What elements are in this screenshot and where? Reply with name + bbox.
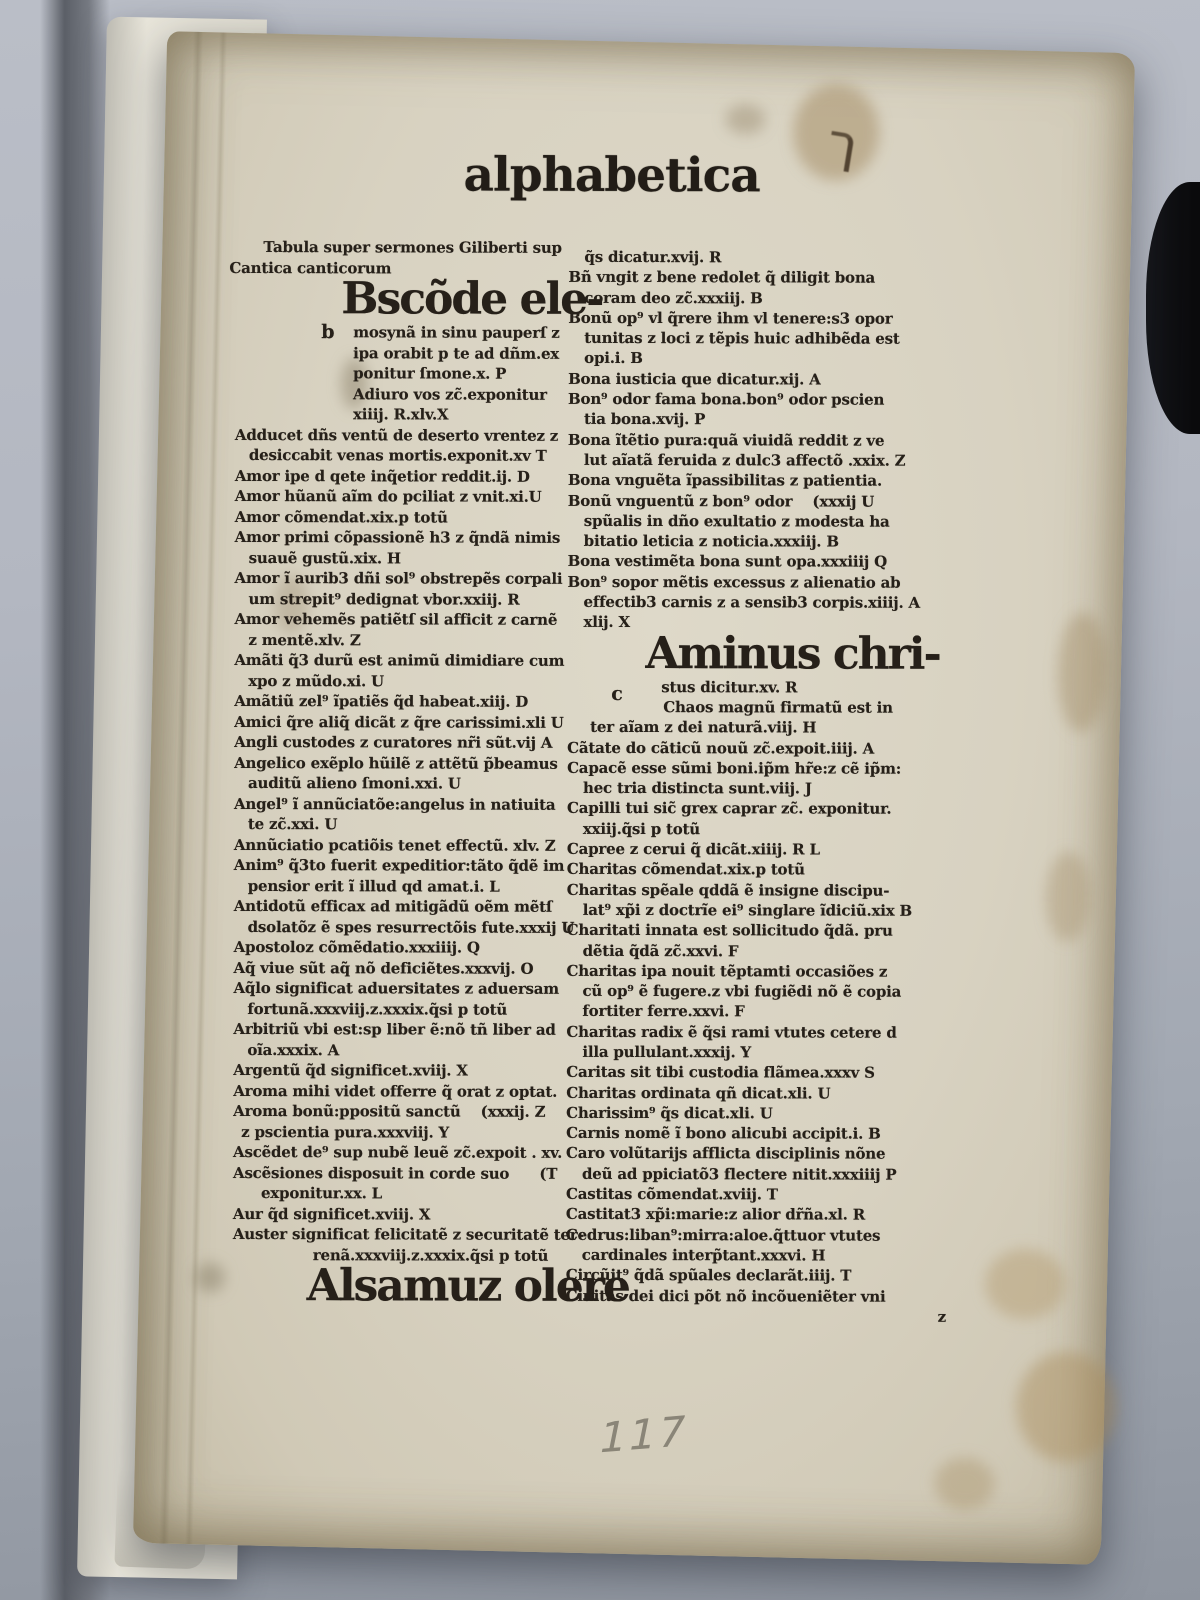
text-line: z mentẽ.xlv. Z <box>248 630 361 649</box>
text-line: Amor primi cõpassionẽ h3 z q̃ndã nimis <box>234 527 561 547</box>
text-line: te zc̃.xxi. U <box>247 814 338 834</box>
text-line: opi.i. B <box>584 349 643 368</box>
text-line: Amor cõmendat.xix.p totũ <box>234 507 448 527</box>
text-line: Charissim⁹ q̃s dicat.xli. U <box>566 1103 773 1123</box>
text-line: Bñ vngit z bene redolet q̃ diligit bona <box>568 268 876 287</box>
text-line: Auster significat felicitatẽ z securitatẽ ter- <box>232 1224 584 1244</box>
text-line: ipa orabit p te ad dñm.ex <box>353 343 560 363</box>
text-line: Angli custodes z curatores nr̃i sũt.vij A <box>234 732 553 752</box>
text-line: hec tria distincta sunt.viij. J <box>583 778 812 798</box>
text-line: Charitas spẽale qddã ẽ insigne discipu- <box>566 880 890 900</box>
text-line: z pscientia pura.xxxviij. Y <box>241 1122 450 1142</box>
text-line: Charitas radix ẽ q̃si rami vtutes cetere d <box>566 1022 897 1042</box>
guide-letter-left: b <box>321 321 335 344</box>
text-line: Bon⁹ odor fama bona.bon⁹ odor pscien <box>568 389 885 409</box>
text-line: Aur q̃d significet.xviij. X <box>232 1204 431 1223</box>
text-line: Amor vehemẽs patiẽtſ sil afficit z carnẽ <box>234 609 558 629</box>
text-line: Ascẽsiones disposuit in corde suo (T <box>232 1163 558 1183</box>
text-line: um strepit⁹ dedignat vbor.xxiij. R <box>248 589 520 609</box>
text-line: ter aĩam z dei naturã.viij. H <box>590 718 817 737</box>
text-line: xxiij.q̃si p totũ <box>582 819 701 838</box>
text-line: coram deo zc̃.xxxiij. B <box>584 288 763 307</box>
text-line: Amãtiũ zel⁹ ĩpatiẽs q̃d habeat.xiij. D <box>234 691 529 711</box>
text-line: Castitas cõmendat.xviij. T <box>565 1184 778 1204</box>
text-line: ponitur ſmone.x. P <box>353 364 507 383</box>
text-line: Charitas ipa nouit tẽptamti occasiões z <box>566 961 888 981</box>
text-line: Bon⁹ sopor mẽtis excessus z alienatio ab <box>567 572 901 592</box>
text-line: Cãtate do cãticũ nouũ zc̃.expoit.iiij. A <box>567 738 875 758</box>
text-line: Amãti q̃3 durũ est animũ dimidiare cum <box>234 650 565 670</box>
text-line: Apostoloz cõmẽdatio.xxxiiij. Q <box>233 937 480 957</box>
text-line: dsolatõz ẽ spes resurrectõis fute.xxxij U <box>247 917 575 937</box>
text-line: deũ ad ppiciatõ3 flectere nitit.xxxiiij P <box>581 1164 897 1184</box>
text-line: desiccabit venas mortis.exponit.xv T <box>248 445 547 465</box>
text-line: Argentũ q̃d significet.xviij. X <box>233 1060 468 1080</box>
text-line: Aq̃lo significat aduersitates z aduersam <box>233 978 559 998</box>
text-line: xlij. X <box>583 613 630 632</box>
text-line: Cantica canticorum <box>229 258 392 277</box>
large-initial-heading: Alsamuz olere <box>306 1260 630 1312</box>
page-title: alphabetica <box>463 147 760 204</box>
text-line: lut aĩatã feruida z dulc3 affectõ .xxix. Z <box>583 450 906 470</box>
text-line: cardinales interp̃tant.xxxvi. H <box>581 1245 826 1265</box>
text-line: Circũit⁹ q̃dã spũales declarãt.iiij. T <box>565 1266 852 1285</box>
text-line: Angelico exẽplo hũilẽ z attẽtũ p̃beamus <box>234 753 558 773</box>
printed-page <box>133 31 1135 1565</box>
text-line: Capacẽ esse sũmi boni.ip̃m hr̃e:z cẽ ip̃m: <box>567 758 902 778</box>
text-line: pensior erit ĩ illud qd amat.i. L <box>247 876 500 896</box>
text-line: Amor ipe d qete inq̃etior reddit.ij. D <box>234 466 530 486</box>
text-line: Cedrus:liban⁹:mirra:aloe.q̃ttuor vtutes <box>565 1225 881 1245</box>
dark-object-top-right <box>1146 182 1200 434</box>
text-line: mosynã in sinu pauperſ z <box>353 323 560 342</box>
handwritten-page-number: 117 <box>594 1406 693 1463</box>
text-line: Aroma mihi videt offerre q̃ orat z optat. <box>233 1081 558 1101</box>
text-line: Adiuro vos zc̃.exponitur <box>353 384 547 404</box>
text-line: Aq̃ viue sũt aq̃ nõ deficiẽtes.xxxvij. O <box>233 958 534 978</box>
text-line: tia bona.xvij. P <box>583 410 706 429</box>
text-line: Bona ĩtẽtio pura:quã viuidã reddit z ve <box>567 430 885 450</box>
text-line: dẽtia q̃dã zc̃.xxvi. F <box>582 941 739 960</box>
text-line: Caritas sit tibi custodia flãmea.xxxv S <box>566 1063 875 1082</box>
text-line: stus dicitur.xv. R <box>661 677 798 697</box>
text-line: Amor ĩ aurib3 dñi sol⁹ obstrepẽs corpali <box>234 568 563 588</box>
text-line: Carnis nomẽ ĩ bono alicubi accipit.i. B <box>566 1123 881 1143</box>
text-line: Bonũ vnguentũ z bon⁹ odor (xxxij U <box>567 491 875 511</box>
guide-letter-right: c <box>611 682 623 705</box>
print-area <box>148 41 1120 1556</box>
text-line: oĩa.xxxix. A <box>247 1040 340 1059</box>
text-line: effectib3 carnis z a sensib3 corpis.xiiij. A <box>583 592 920 612</box>
text-line: fortunã.xxxviij.z.xxxix.q̃si p totũ <box>247 999 508 1019</box>
text-line: Adducet dñs ventũ de deserto vrentez z <box>234 425 559 445</box>
text-line: Charitas ordinata qñ dicat.xli. U <box>566 1083 831 1103</box>
text-line: Chaos magnũ firmatũ est in <box>663 698 893 717</box>
text-line: illa pullulant.xxxij. Y <box>582 1042 752 1062</box>
text-line: Capree z cerui q̃ dicãt.xiiij. R L <box>566 839 820 859</box>
text-line: suauẽ gustũ.xix. H <box>248 548 401 567</box>
text-line: Amici q̃re aliq̃ dicãt z q̃re carissimi.xli U <box>234 712 564 732</box>
text-line: Bona vnguẽta ĩpassibilitas z patientia. <box>567 471 883 490</box>
right-text-column <box>565 247 946 1327</box>
text-line: Ascẽdet de⁹ sup nubẽ leuẽ zc̃.expoit . xv. <box>233 1142 563 1162</box>
text-line: spũalis in dño exultatio z modesta ha <box>583 511 890 531</box>
text-line: Bona iusticia que dicatur.xij. A <box>568 369 821 389</box>
text-line: tunitas z loci z tẽpis huic adhibẽda est <box>584 329 900 348</box>
text-line: xpo z mũdo.xi. U <box>248 671 384 690</box>
text-line: bitatio leticia z noticia.xxxiij. B <box>583 532 839 551</box>
text-line: Bona vestimẽta bona sunt opa.xxxiiij Q <box>567 552 888 572</box>
text-line: Antidotũ efficax ad mitigãdũ oẽm mẽtſ <box>233 896 553 916</box>
text-line: Angel⁹ ĩ annũciatõe:angelus in natiuita <box>233 794 556 814</box>
text-line: xiiij. R.xlv.X <box>352 405 449 424</box>
text-line: Bonũ op⁹ vl q̃rere ihm vl tenere:s3 opor <box>568 308 893 328</box>
text-line: lat⁹ xp̃i z doctrĩe ei⁹ singlare ĩdiciũ.xix B <box>582 900 913 920</box>
text-line: q̃s dicatur.xvij. R <box>584 247 722 267</box>
large-initial-heading: Aminus chri- <box>645 627 940 680</box>
text-line: Ciuitas dei dici põt nõ incõueniẽter vni <box>565 1286 886 1306</box>
text-line: fortiter ferre.xxvi. F <box>582 1002 745 1021</box>
text-line: Amor hũanũ aĩm do pciliat z vnit.xi.U <box>234 486 542 506</box>
text-line: cũ op⁹ ẽ fugere.z vbi fugiẽdi nõ ẽ copia <box>582 981 902 1001</box>
large-initial-heading: Bscõde ele- <box>341 273 603 325</box>
text-line: Anim⁹ q̃3to fuerit expeditior:tãto q̃dẽ im <box>233 855 565 875</box>
text-line: Charitati innata est sollicitudo q̃dã. pru <box>566 921 893 940</box>
text-line: Arbitriũ vbi est:sp liber ẽ:nõ tñ liber ad <box>233 1019 556 1039</box>
text-line: Castitat3 xp̃i:marie:z alior dr̃ña.xl. R <box>565 1205 866 1224</box>
text-line: exponitur.xx. L <box>260 1184 383 1203</box>
text-line: Capilli tui sic̃ grex caprar zc̃. exponitur. <box>566 799 892 819</box>
text-line: Caro volũtarijs afflicta disciplinis nõne <box>566 1144 886 1164</box>
text-line: Annũciatio pcatiõis tenet effectũ. xlv. Z <box>233 835 556 855</box>
text-line: Tabula super sermones Giliberti sup <box>263 238 562 257</box>
text-line: auditũ alieno ſmoni.xxi. U <box>248 773 461 793</box>
text-line: Aroma bonũ:ppositũ sanctũ (xxxij. Z <box>233 1101 546 1121</box>
text-line: Charitas cõmendat.xix.p totũ <box>566 860 805 879</box>
text-line: renã.xxxviij.z.xxxix.q̃si p totũ <box>312 1245 549 1265</box>
